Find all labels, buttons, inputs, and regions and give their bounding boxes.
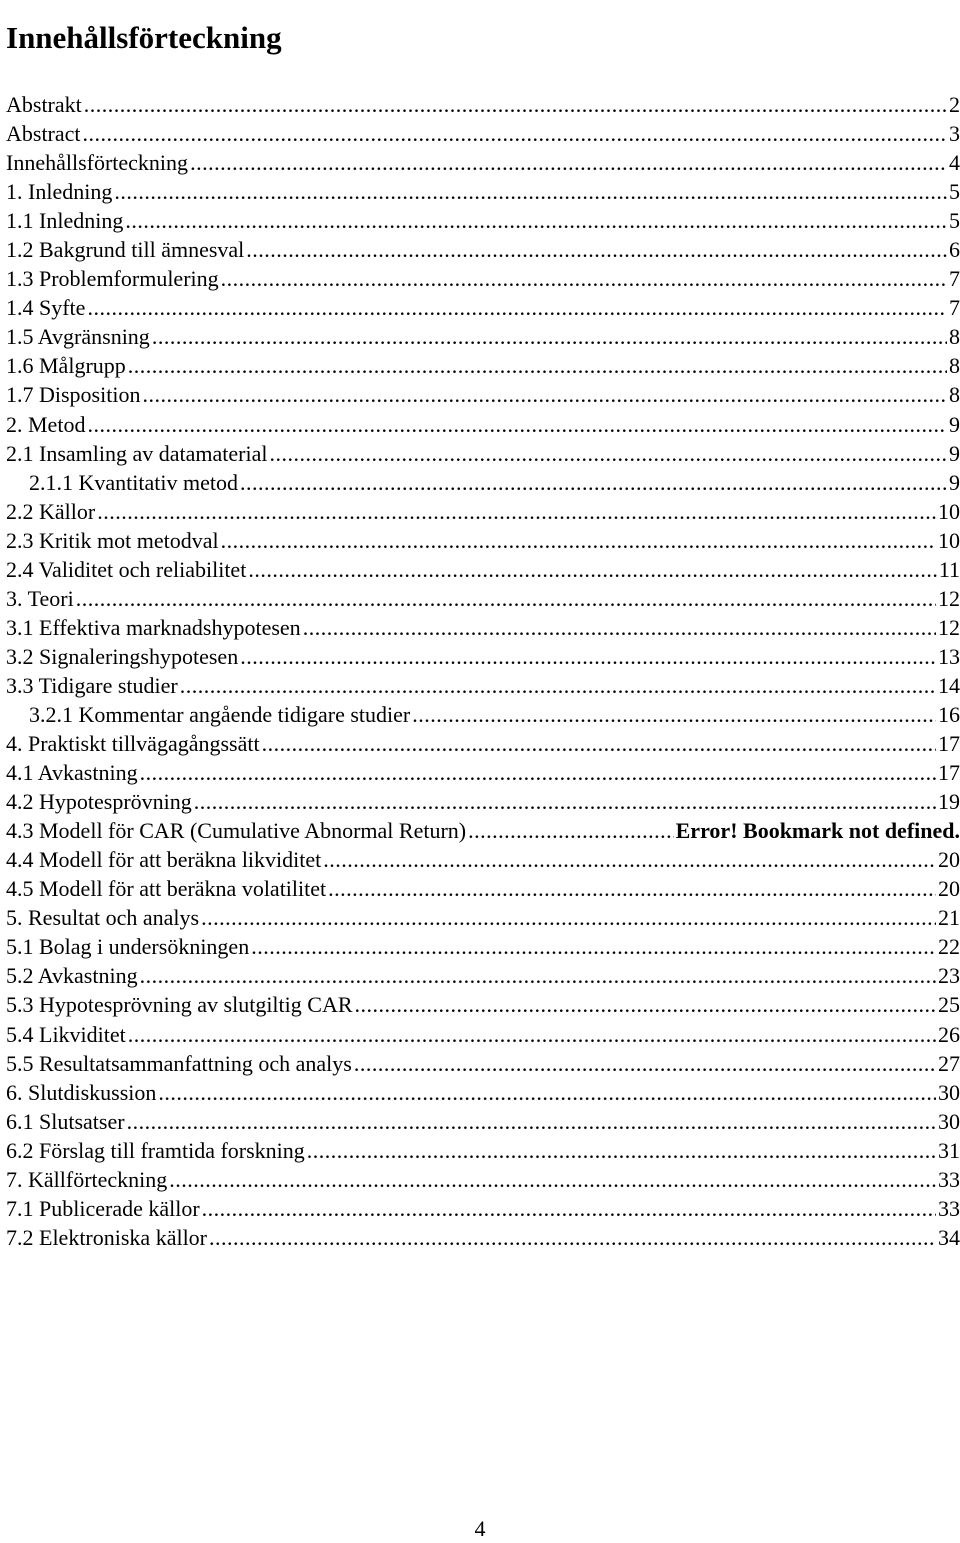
toc-entry-label: 1.7 Disposition (6, 382, 141, 408)
toc-entry-label: 7.1 Publicerade källor (6, 1195, 200, 1221)
toc-entry-page: 3 (949, 121, 960, 147)
toc-entry-label: 3.2.1 Kommentar angående tidigare studier (29, 701, 411, 727)
toc-entry-label: 4.5 Modell för att beräkna volatilitet (6, 876, 327, 902)
toc-entry-label: Innehållsförteckning (6, 150, 189, 176)
toc-entry-page: 21 (938, 905, 960, 931)
page-number: 4 (474, 1516, 486, 1541)
toc-entry-page: 12 (938, 614, 960, 640)
toc-entry[interactable] (6, 264, 960, 293)
toc-entry[interactable] (6, 1194, 960, 1223)
toc-entry[interactable] (6, 932, 960, 961)
toc-entry-label: 5.5 Resultatsammanfattning och analys (6, 1050, 352, 1076)
toc-dot-leader (125, 206, 947, 235)
toc-dot-leader (303, 613, 936, 642)
toc-dot-leader (251, 932, 936, 961)
toc-entry[interactable] (6, 1049, 960, 1078)
toc-entry[interactable] (6, 816, 960, 845)
toc-entry[interactable] (6, 148, 960, 177)
toc-entry-label: 6.1 Slutsatser (6, 1108, 125, 1134)
toc-dot-leader (262, 729, 936, 758)
toc-dot-leader (202, 1194, 936, 1223)
toc-entry-label: 4. Praktiskt tillvägagångssätt (6, 731, 260, 757)
toc-entry[interactable] (6, 410, 960, 439)
toc-entry[interactable] (6, 990, 960, 1019)
toc-entry[interactable] (6, 700, 960, 729)
toc-dot-leader (83, 119, 947, 148)
toc-entry-page: 9 (949, 440, 960, 466)
toc-dot-leader (354, 1049, 936, 1078)
toc-entry[interactable] (6, 119, 960, 148)
toc-dot-leader (240, 642, 936, 671)
toc-entry-page: 8 (949, 353, 960, 379)
toc-entry-page: 11 (938, 556, 960, 582)
toc-entry-label: 5.1 Bolag i undersökningen (6, 934, 250, 960)
toc-entry-page: 17 (938, 731, 960, 757)
toc-dot-leader (209, 1223, 936, 1252)
toc-entry[interactable] (6, 613, 960, 642)
toc-entry[interactable] (6, 322, 960, 351)
toc-entry-label: 2.4 Validitet och reliabilitet (6, 556, 247, 582)
toc-entry-page: 4 (949, 150, 960, 176)
toc-entry-label: 1. Inledning (6, 179, 113, 205)
toc-entry-page: 8 (949, 324, 960, 350)
toc-entry-page: 19 (938, 789, 960, 815)
toc-entry-label: 6. Slutdiskussion (6, 1079, 157, 1105)
toc-entry-label: 1.6 Målgrupp (6, 353, 126, 379)
toc-dot-leader (140, 961, 936, 990)
toc-entry[interactable] (6, 351, 960, 380)
toc-entry-page: 20 (938, 876, 960, 902)
table-of-contents (6, 90, 960, 1252)
toc-entry-page: 7 (949, 295, 960, 321)
toc-entry[interactable] (6, 1107, 960, 1136)
toc-entry[interactable] (6, 961, 960, 990)
toc-dot-leader (158, 1078, 936, 1107)
toc-entry-label: 3.2 Signaleringshypotesen (6, 643, 239, 669)
toc-entry-page: 6 (949, 237, 960, 263)
toc-dot-leader (97, 497, 936, 526)
toc-entry[interactable] (6, 177, 960, 206)
toc-entry-page: 20 (938, 847, 960, 873)
toc-dot-leader (355, 990, 937, 1019)
toc-entry-label: 1.2 Bakgrund till ämnesval (6, 237, 245, 263)
toc-entry-label: 3.3 Tidigare studier (6, 672, 178, 698)
toc-dot-leader (87, 410, 947, 439)
toc-entry-page: 34 (938, 1224, 960, 1250)
toc-entry-label: 5.2 Avkastning (6, 963, 138, 989)
toc-entry-label: 5.4 Likviditet (6, 1021, 126, 1047)
toc-dot-leader (128, 1020, 936, 1049)
toc-entry-page: 26 (938, 1021, 960, 1047)
toc-entry[interactable] (6, 584, 960, 613)
toc-entry-label: 2.2 Källor (6, 498, 96, 524)
toc-entry[interactable] (6, 497, 960, 526)
toc-dot-leader (323, 845, 936, 874)
toc-entry[interactable] (6, 1165, 960, 1194)
toc-entry-page: 12 (938, 585, 960, 611)
toc-entry-page: 7 (949, 266, 960, 292)
toc-entry-label: 4.3 Modell för CAR (Cumulative Abnormal Return) (6, 818, 467, 844)
toc-entry-page: 30 (938, 1108, 960, 1134)
toc-entry[interactable] (6, 380, 960, 409)
toc-dot-leader (221, 264, 947, 293)
toc-dot-leader (246, 235, 947, 264)
toc-entry[interactable] (6, 845, 960, 874)
toc-entry-page: 9 (949, 411, 960, 437)
toc-entry-label: 6.2 Förslag till framtida forskning (6, 1137, 305, 1163)
toc-entry-label: Abstrakt (6, 92, 82, 117)
toc-entry[interactable] (6, 642, 960, 671)
toc-entry[interactable] (6, 758, 960, 787)
toc-entry-page: 8 (949, 382, 960, 408)
toc-entry-page: 31 (938, 1137, 960, 1163)
toc-entry[interactable] (6, 235, 960, 264)
toc-entry-page: Error! Bookmark not defined. (675, 818, 960, 844)
toc-entry[interactable] (6, 468, 960, 497)
toc-entry-page: 10 (938, 527, 960, 553)
toc-dot-leader (412, 700, 936, 729)
toc-entry-label: 2.1.1 Kvantitativ metod (29, 469, 238, 495)
toc-entry[interactable] (6, 729, 960, 758)
toc-entry-page: 25 (938, 992, 960, 1018)
toc-entry[interactable] (6, 874, 960, 903)
toc-entry-page: 5 (949, 208, 960, 234)
toc-dot-leader (307, 1136, 936, 1165)
toc-entry-label: 3.1 Effektiva marknadshypotesen (6, 614, 301, 640)
toc-entry-label: 5.3 Hypotesprövning av slutgiltig CAR (6, 992, 353, 1018)
toc-entry-page: 23 (938, 963, 960, 989)
toc-entry-label: 1.5 Avgränsning (6, 324, 150, 350)
toc-entry-page: 33 (938, 1195, 960, 1221)
toc-dot-leader (201, 903, 936, 932)
toc-dot-leader (240, 468, 947, 497)
toc-entry-page: 5 (949, 179, 960, 205)
toc-entry-page: 27 (938, 1050, 960, 1076)
toc-entry-label: 2. Metod (6, 411, 86, 437)
toc-dot-leader (140, 758, 936, 787)
toc-entry[interactable] (6, 671, 960, 700)
toc-entry-page: 14 (938, 672, 960, 698)
toc-entry-label: 4.4 Modell för att beräkna likviditet (6, 847, 322, 873)
toc-entry-label: 4.1 Avkastning (6, 760, 138, 786)
toc-entry-label: 5. Resultat och analys (6, 905, 200, 931)
toc-dot-leader (269, 439, 947, 468)
toc-entry-page: 2 (949, 92, 960, 117)
toc-entry[interactable] (6, 555, 960, 584)
toc-entry-label: 1.1 Inledning (6, 208, 124, 234)
page-title: Innehållsförteckning (6, 19, 282, 55)
toc-dot-leader (169, 1165, 936, 1194)
toc-entry-page: 22 (938, 934, 960, 960)
toc-entry[interactable] (6, 439, 960, 468)
toc-entry[interactable] (6, 1136, 960, 1165)
toc-entry-page: 30 (938, 1079, 960, 1105)
toc-entry[interactable] (6, 90, 960, 119)
toc-entry-label: 2.1 Insamling av datamaterial (6, 440, 268, 466)
toc-entry-label: 7.2 Elektroniska källor (6, 1224, 208, 1250)
toc-dot-leader (194, 787, 936, 816)
toc-dot-leader (128, 351, 947, 380)
toc-entry[interactable] (6, 1020, 960, 1049)
toc-entry-page: 33 (938, 1166, 960, 1192)
toc-dot-leader (142, 380, 947, 409)
toc-entry-label: 7. Källförteckning (6, 1166, 168, 1192)
toc-dot-leader (221, 526, 936, 555)
toc-entry-page: 10 (938, 498, 960, 524)
toc-entry[interactable] (6, 206, 960, 235)
toc-entry[interactable] (6, 1223, 960, 1252)
toc-entry[interactable] (6, 293, 960, 322)
toc-dot-leader (127, 1107, 936, 1136)
toc-entry-label: 3. Teori (6, 585, 74, 611)
toc-dot-leader (468, 816, 674, 845)
toc-dot-leader (152, 322, 947, 351)
toc-dot-leader (180, 671, 936, 700)
toc-dot-leader (328, 874, 936, 903)
toc-dot-leader (87, 293, 947, 322)
toc-entry-page: 17 (938, 760, 960, 786)
toc-entry[interactable] (6, 1078, 960, 1107)
toc-entry-label: 4.2 Hypotesprövning (6, 789, 192, 815)
toc-entry[interactable] (6, 526, 960, 555)
toc-entry[interactable] (6, 903, 960, 932)
toc-entry-label: 1.3 Problemformulering (6, 266, 219, 292)
toc-dot-leader (84, 90, 947, 119)
toc-entry-label: 2.3 Kritik mot metodval (6, 527, 219, 553)
toc-entry[interactable] (6, 787, 960, 816)
toc-entry-page: 9 (949, 469, 960, 495)
toc-dot-leader (190, 148, 947, 177)
toc-dot-leader (248, 555, 936, 584)
toc-entry-page: 13 (938, 643, 960, 669)
toc-entry-label: Abstract (6, 121, 81, 147)
toc-dot-leader (114, 177, 947, 206)
toc-entry-label: 1.4 Syfte (6, 295, 86, 321)
toc-entry-page: 16 (938, 701, 960, 727)
toc-dot-leader (76, 584, 936, 613)
